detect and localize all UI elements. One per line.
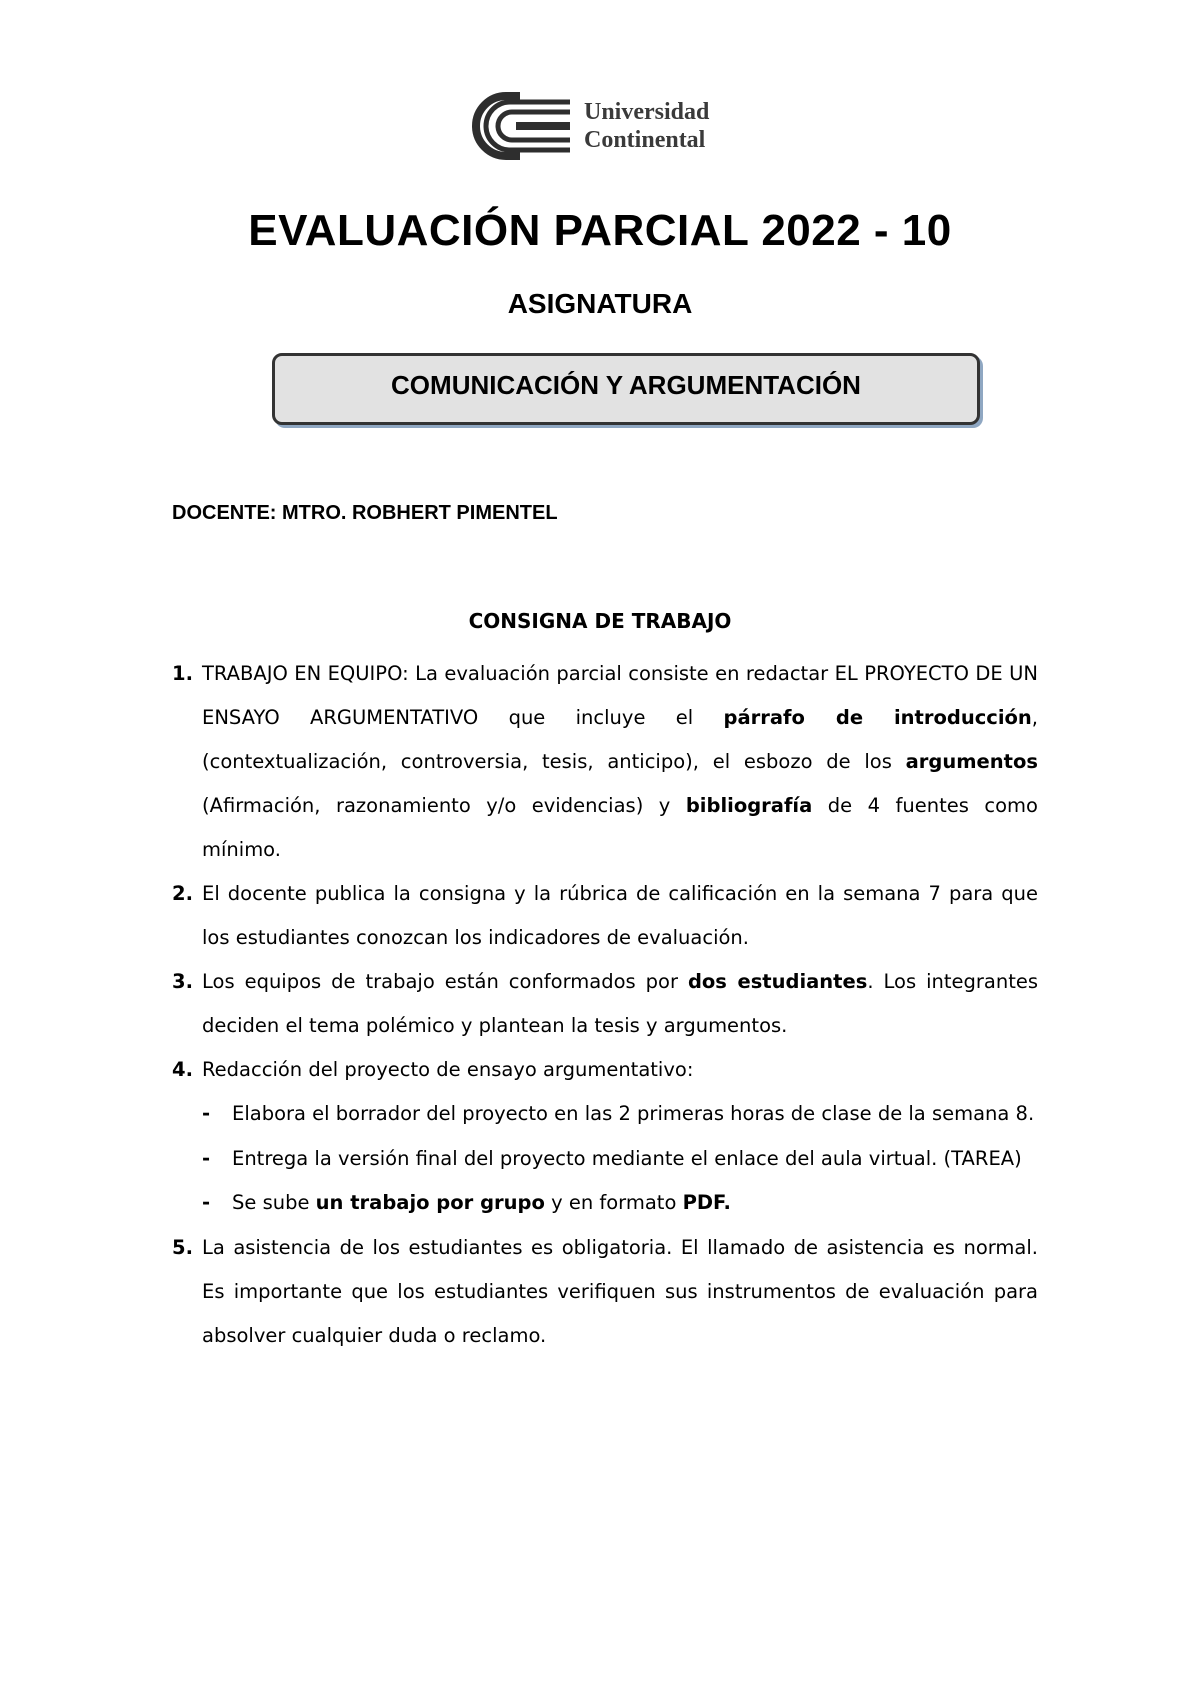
instructions-title: CONSIGNA DE TRABAJO bbox=[468, 609, 732, 633]
text-segment: de 4 fuentes como mínimo. bbox=[202, 794, 1038, 861]
bold-segment: párrafo de introducción bbox=[723, 706, 1032, 729]
list-item bbox=[172, 1048, 1038, 1092]
exam-title: EVALUACIÓN PARCIAL 2022 - 10 bbox=[248, 206, 952, 255]
item-text bbox=[202, 960, 1038, 1048]
logo-wordmark bbox=[584, 98, 709, 154]
bold-segment: bibliografía bbox=[685, 794, 813, 817]
text-segment: El docente publica la consigna y la rúbrica de calificación en la semana 7 para que los estudiantes conozcan los indicadores de evaluación. bbox=[202, 882, 1038, 949]
list-item bbox=[172, 652, 1038, 872]
text-segment: , (contextualización, controversia, tesis, anticipo), el esbozo de los bbox=[202, 706, 1038, 773]
item-number: 2. bbox=[172, 882, 193, 905]
subject-label: ASIGNATURA bbox=[507, 288, 693, 319]
list-item bbox=[172, 872, 1038, 960]
item-text bbox=[232, 1137, 1038, 1182]
text-segment: La asistencia de los estudiantes es obligatoria. El llamado de asistencia es normal. Es importante que los estudiantes verifiquen sus instrumentos de evaluación para absolver cualquier duda o reclamo. bbox=[202, 1235, 1038, 1347]
text-segment: . Los integrantes deciden el tema polémico y plantean la tesis y argumentos. bbox=[202, 970, 1038, 1037]
bold-segment: un trabajo por grupo bbox=[315, 1191, 545, 1214]
sub-list-item bbox=[202, 1181, 1038, 1226]
item-text bbox=[232, 1181, 1038, 1226]
bold-segment: dos estudiantes bbox=[687, 970, 868, 993]
bold-segment: PDF. bbox=[682, 1191, 731, 1214]
item-text bbox=[202, 872, 1038, 960]
dash-bullet: - bbox=[202, 1191, 211, 1214]
item-number: 5. bbox=[172, 1235, 193, 1259]
logo-line-2: Continental bbox=[584, 127, 706, 153]
instructions-list bbox=[172, 652, 1038, 1358]
item-text bbox=[202, 1048, 1038, 1092]
text-segment: Los equipos de trabajo están conformados por bbox=[202, 970, 688, 993]
text-segment: TRABAJO EN EQUIPO: La evaluación parcial consiste en redactar EL PROYECTO DE UN ENSAYO ARGUMENTATIVO que incluye el bbox=[202, 662, 1038, 729]
item-text bbox=[202, 652, 1038, 872]
text-segment: (Afirmación, razonamiento y/o evidencias) y bbox=[202, 794, 686, 817]
item-number: 1. bbox=[172, 662, 193, 685]
text-segment: Elabora el borrador del proyecto en las 2 primeras horas de clase de la semana 8. bbox=[232, 1102, 1035, 1125]
item-text bbox=[202, 1226, 1038, 1358]
item-text bbox=[232, 1092, 1038, 1137]
item-number: 3. bbox=[172, 970, 193, 993]
subject-name: COMUNICACIÓN Y ARGUMENTACIÓN bbox=[391, 370, 861, 400]
subject-box bbox=[272, 353, 980, 425]
logo-line-1: Universidad bbox=[584, 99, 710, 125]
dash-bullet: - bbox=[202, 1146, 211, 1170]
item-number: 4. bbox=[172, 1058, 193, 1081]
sub-list-item bbox=[202, 1137, 1038, 1182]
bold-segment: argumentos bbox=[905, 750, 1038, 773]
university-logo bbox=[470, 86, 750, 166]
dash-bullet: - bbox=[202, 1102, 211, 1125]
list-item bbox=[172, 960, 1038, 1048]
text-segment: Redacción del proyecto de ensayo argumentativo: bbox=[202, 1058, 694, 1081]
sub-list-item bbox=[202, 1092, 1038, 1137]
list-item bbox=[172, 1226, 1038, 1358]
text-segment: Se sube bbox=[232, 1191, 316, 1214]
text-segment: Entrega la versión final del proyecto mediante el enlace del aula virtual. (TAREA) bbox=[232, 1146, 1022, 1170]
university-c-logo-icon bbox=[470, 90, 580, 162]
teacher-name: DOCENTE: MTRO. ROBHERT PIMENTEL bbox=[172, 502, 558, 524]
text-segment: y en formato bbox=[544, 1191, 683, 1214]
